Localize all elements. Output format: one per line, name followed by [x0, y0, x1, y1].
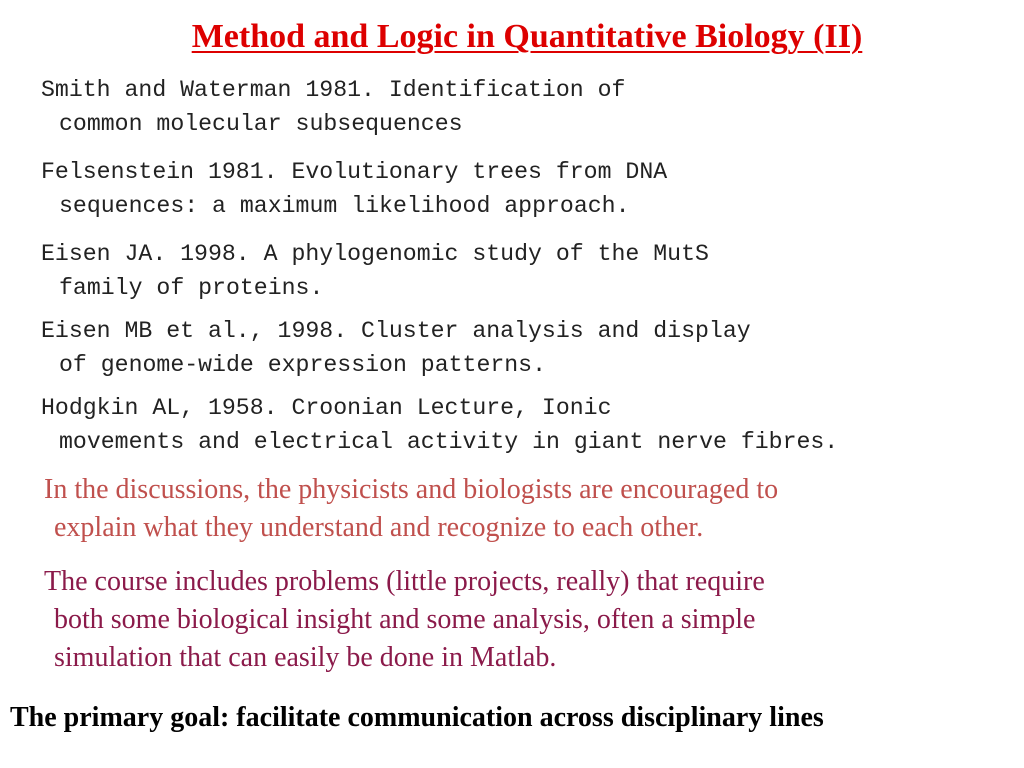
reference-line: Eisen JA. 1998. A phylogenomic study of the MutS — [41, 241, 709, 267]
reference-item — [41, 314, 751, 382]
discussion-line: In the discussions, the physicists and biologists are encouraged to — [44, 474, 779, 505]
reference-continuation: of genome-wide expression patterns. — [59, 352, 547, 378]
reference-continuation: movements and electrical activity in giant nerve fibres. — [59, 429, 839, 455]
course-line: both some biological insight and some analysis, often a simple — [54, 604, 756, 635]
reference-line: Smith and Waterman 1981. Identification of — [41, 77, 626, 103]
course-line: The course includes problems (little projects, really) that require — [44, 566, 765, 597]
reference-item — [41, 391, 838, 459]
reference-line: Felsenstein 1981. Evolutionary trees from DNA — [41, 159, 668, 185]
discussion-paragraph — [44, 471, 778, 547]
reference-continuation: family of proteins. — [59, 275, 324, 301]
reference-continuation: common molecular subsequences — [59, 111, 463, 137]
course-paragraph — [44, 563, 765, 677]
reference-line: Hodgkin AL, 1958. Croonian Lecture, Ionic — [41, 395, 612, 421]
primary-goal-statement: The primary goal: facilitate communication across disciplinary lines — [10, 702, 824, 733]
reference-item — [41, 155, 667, 223]
reference-continuation: sequences: a maximum likelihood approach. — [59, 193, 630, 219]
reference-item — [41, 237, 709, 305]
discussion-line: explain what they understand and recognize to each other. — [54, 512, 704, 543]
course-line: simulation that can easily be done in Matlab. — [54, 642, 557, 673]
reference-item — [41, 73, 625, 141]
slide-title: Method and Logic in Quantitative Biology (II) — [191, 18, 863, 55]
reference-line: Eisen MB et al., 1998. Cluster analysis and display — [41, 318, 751, 344]
